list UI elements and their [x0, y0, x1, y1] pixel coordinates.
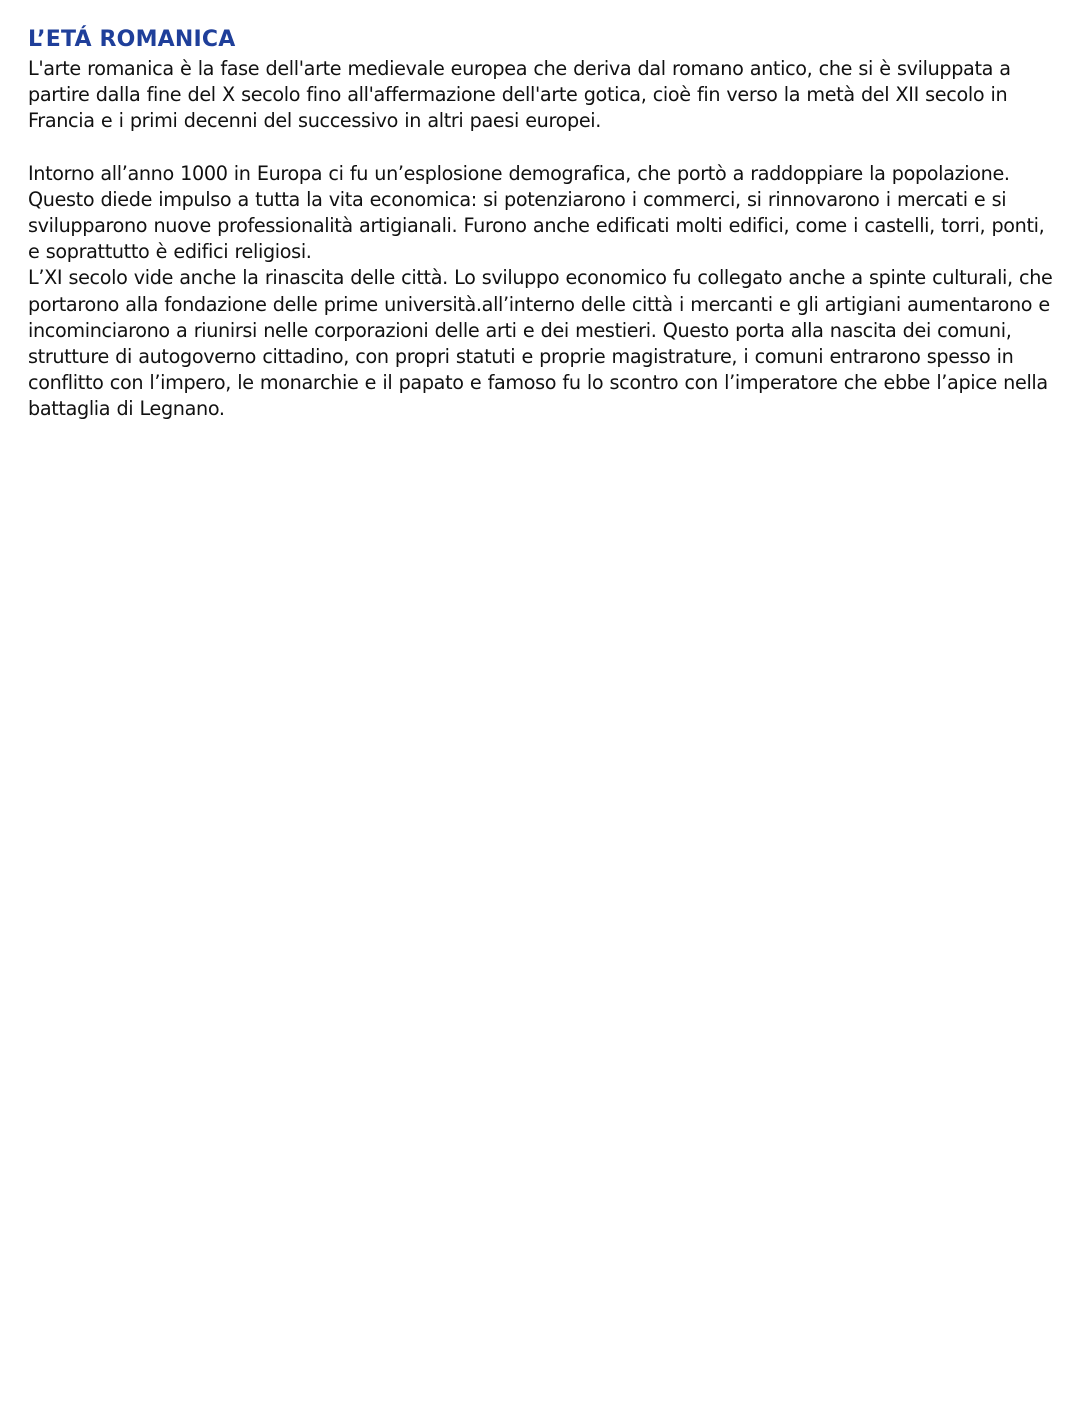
document-page: [28, 26, 1058, 423]
paragraph-spacer: [28, 135, 1058, 161]
paragraph-cities: L’XI secolo vide anche la rinascita delle città. Lo sviluppo economico fu collegato anche a spinte culturali, che portarono alla fondazione delle prime università.all’interno delle città i mercanti e gli artigiani aumentarono e incominciarono a riunirsi nelle corporazioni delle arti e dei mestieri. Questo porta alla nascita dei comuni, strutture di autogoverno cittadino, con propri statuti e proprie magistrature, i comuni entrarono spesso in conflitto con l’impero, le monarchie e il papato e famoso fu lo scontro con l’imperatore che ebbe l’apice nella battaglia di Legnano.: [28, 266, 1053, 421]
paragraph-demography: Intorno all’anno 1000 in Europa ci fu un’esplosione demografica, che portò a raddoppiare la popolazione. Questo diede impulso a tutta la vita economica: si potenziarono i commerci, si rinnovarono i mercati e si svilupparono nuove professionalità artigianali. Furono anche edificati molti edifici, come i castelli, torri, ponti, e soprattutto è edifici religiosi.: [28, 161, 1045, 264]
document-title: L’ETÁ ROMANICA: [28, 27, 236, 52]
paragraph-intro: L'arte romanica è la fase dell'arte medievale europea che deriva dal romano antico, che si è sviluppata a partire dalla fine del X secolo fino all'affermazione dell'arte gotica, cioè fin verso la metà del XII secolo in Francia e i primi decenni del successivo in altri paesi europei.: [28, 57, 1011, 133]
